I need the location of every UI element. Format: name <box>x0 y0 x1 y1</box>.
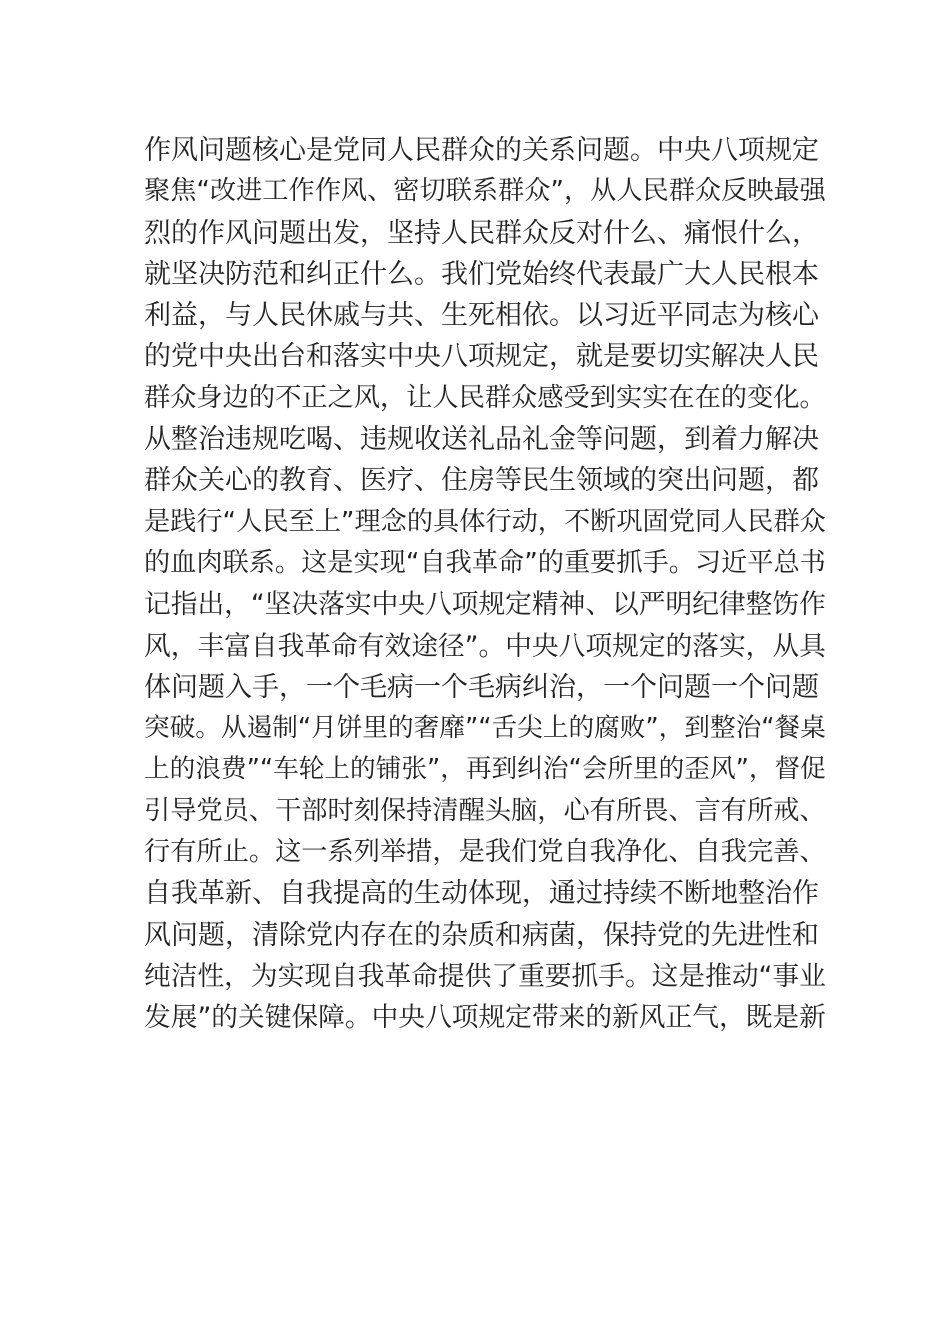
text-line: 体问题入手，一个毛病一个毛病纠治，一个问题一个问题 <box>144 671 819 703</box>
text-line: 就坚决防范和纠正什么。我们党始终代表最广大人民根本 <box>144 258 819 290</box>
text-line: 行有所止。这一系列举措，是我们党自我净化、自我完善、 <box>144 837 826 868</box>
text-line: 引导党员、干部时刻保持清醒头脑，心有所畏、言有所戒、 <box>144 795 826 826</box>
text-line: 利益，与人民休戚与共、生死相依。以习近平同志为核心 <box>144 300 819 332</box>
text-line: 群众身边的不正之风，让人民群众感受到实实在在的变化。 <box>144 382 826 413</box>
text-line: 作风问题核心是党同人民群众的关系问题。中央八项规定 <box>144 135 819 166</box>
body-text <box>144 130 824 1039</box>
text-line: 上的浪费”“车轮上的铺张”，再到纠治“会所里的歪风”，督促 <box>144 754 826 785</box>
text-line: 风问题，清除党内存在的杂质和病菌，保持党的先进性和 <box>144 919 819 951</box>
text-line: 的血肉联系。这是实现“自我革命”的重要抓手。习近平总书 <box>144 547 826 578</box>
text-line: 的党中央出台和落实中央八项规定，就是要切实解决人民 <box>144 341 819 373</box>
text-line: 记指出，“坚决落实中央八项规定精神、以严明纪律整饬作 <box>144 589 826 621</box>
text-line: 纯洁性，为实现自我革命提供了重要抓手。这是推动“事业 <box>144 960 826 992</box>
text-line: 风，丰富自我革命有效途径”。中央八项规定的落实，从具 <box>144 630 826 662</box>
text-line: 是践行“人民至上”理念的具体行动，不断巩固党同人民群众 <box>144 506 826 537</box>
text-line: 群众关心的教育、医疗、住房等民生领域的突出问题，都 <box>144 465 819 497</box>
text-line: 聚焦“改进工作作风、密切联系群众”，从人民群众反映最强 <box>144 176 826 207</box>
text-line: 自我革新、自我提高的生动体现，通过持续不断地整治作 <box>144 878 819 910</box>
text-line: 烈的作风问题出发，坚持人民群众反对什么、痛恨什么， <box>144 217 819 249</box>
text-line: 从整治违规吃喝、违规收送礼品礼金等问题，到着力解决 <box>144 424 819 456</box>
text-line: 突破。从遏制“月饼里的奢靡”“舌尖上的腐败”，到整治“餐桌 <box>144 713 826 744</box>
text-line: 发展”的关键保障。中央八项规定带来的新风正气，既是新 <box>144 1002 826 1034</box>
